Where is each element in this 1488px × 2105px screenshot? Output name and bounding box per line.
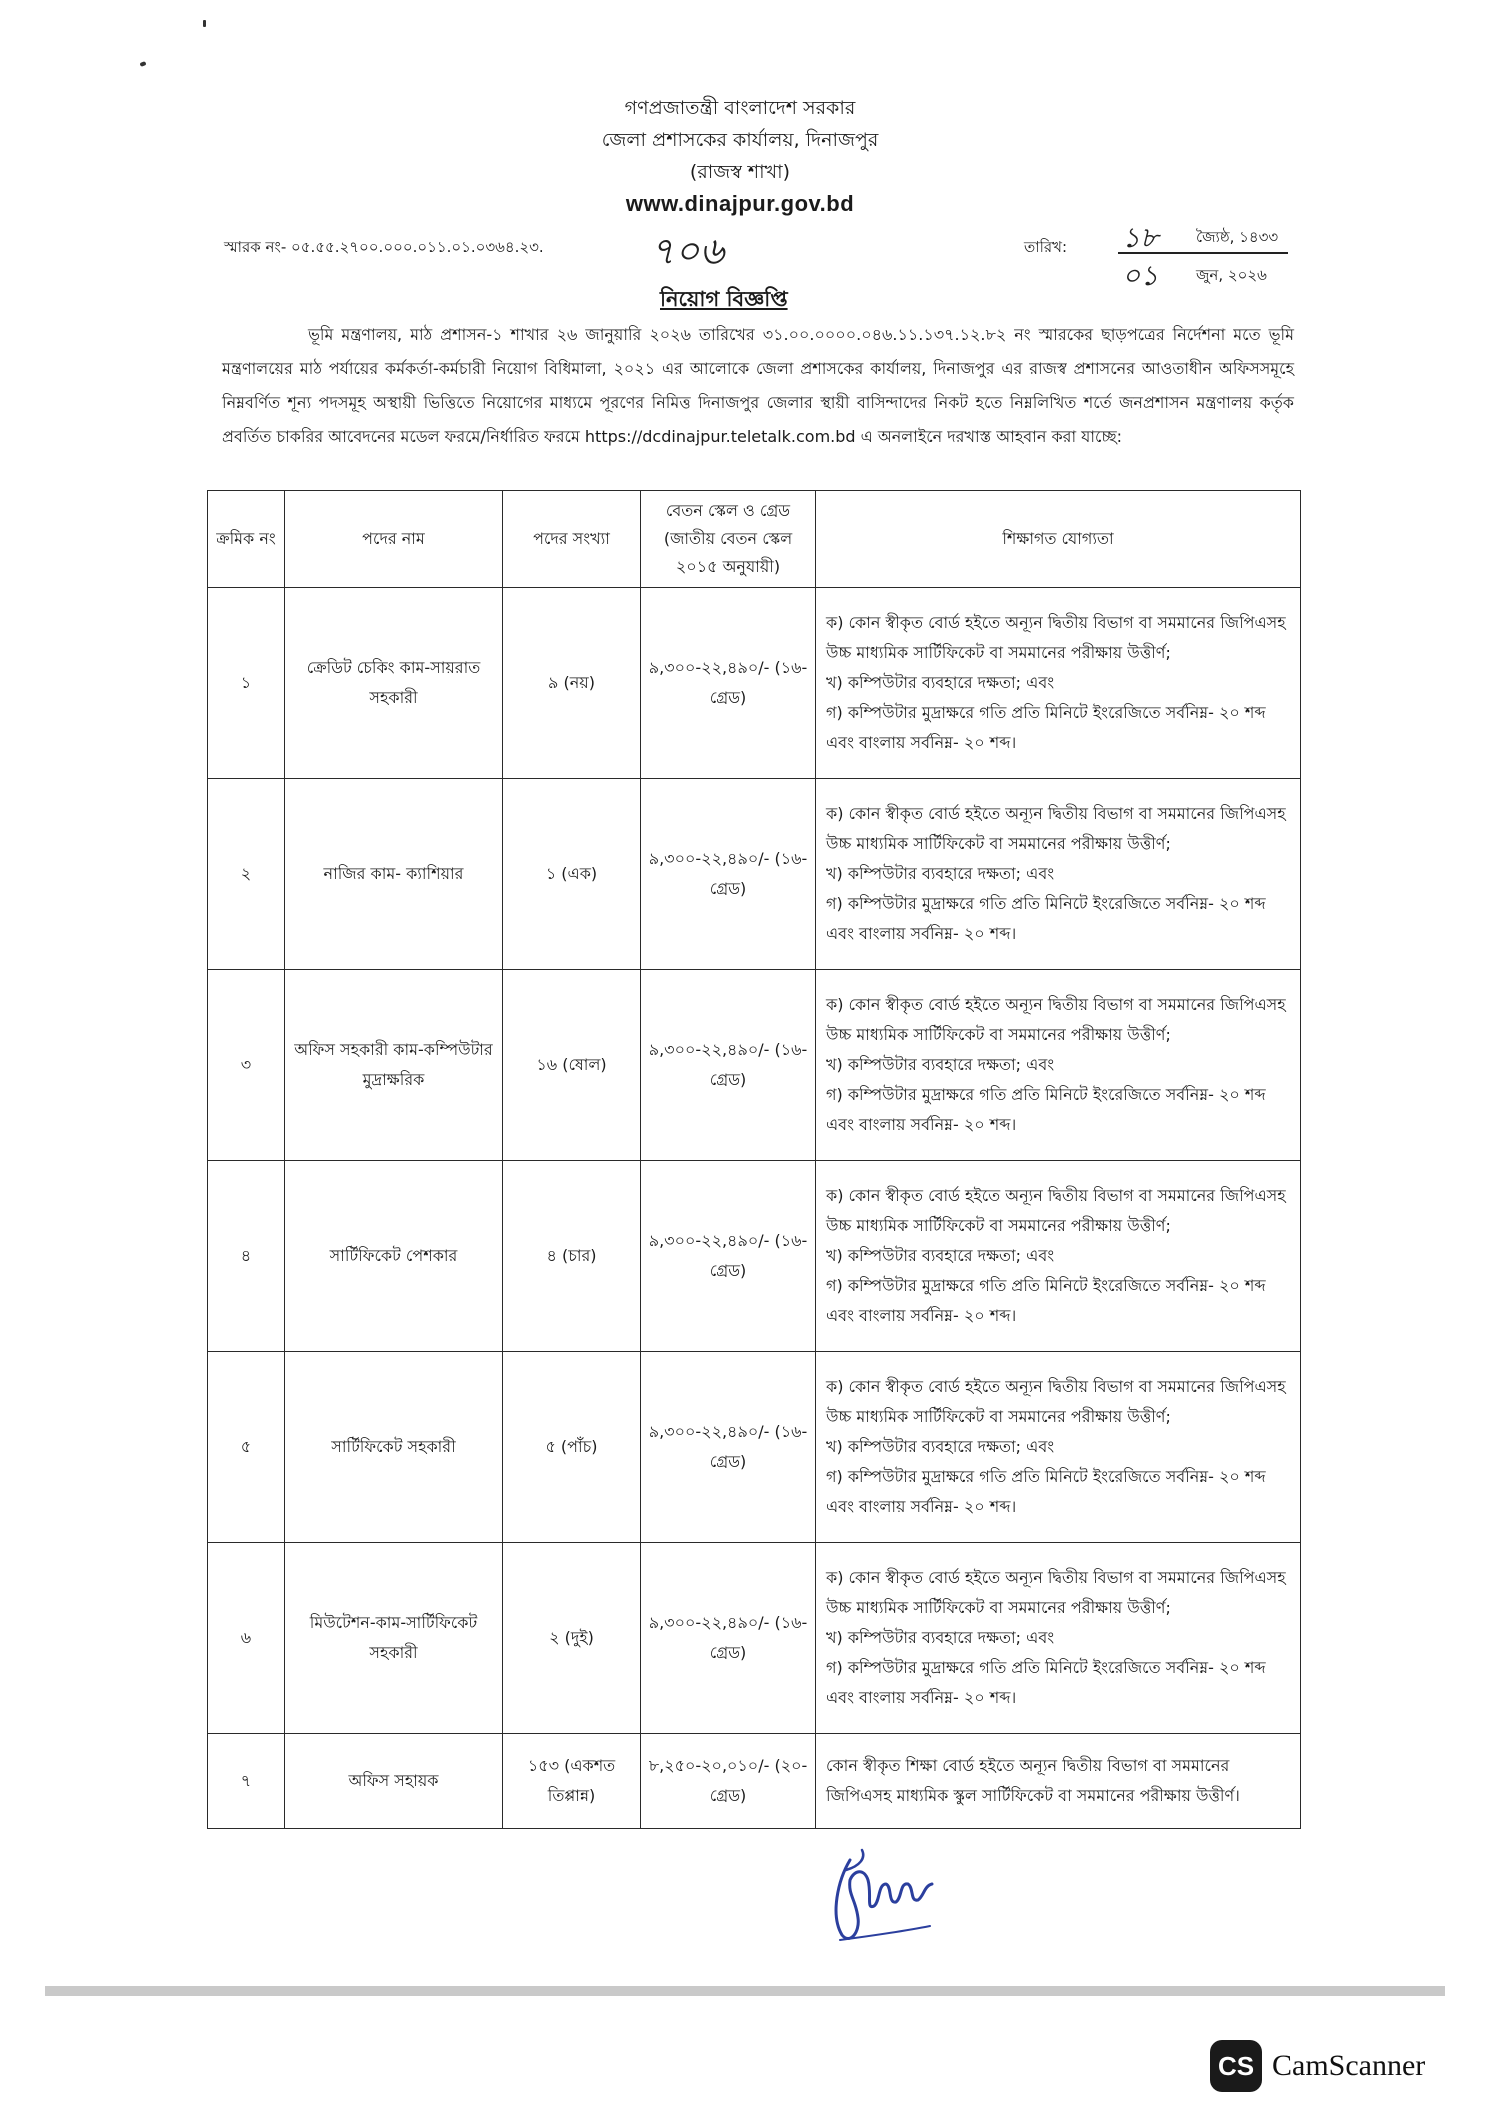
signature — [820, 1840, 960, 1950]
table-row — [208, 588, 1301, 779]
cell-post: নাজির কাম- ক্যাশিয়ার — [285, 779, 503, 970]
table-header-row — [208, 491, 1301, 588]
qualification-item: খ) কম্পিউটার ব্যবহারে দক্ষতা; এবং — [826, 1437, 1055, 1456]
letterhead — [560, 92, 920, 220]
header-post: পদের নাম — [285, 491, 503, 588]
english-date — [1118, 252, 1288, 290]
table-row — [208, 1161, 1301, 1352]
qualification-item: গ) কম্পিউটার মুদ্রাক্ষরে গতি প্রতি মিনিটে ইংরেজিতে সর্বনিম্ন- ২০ শব্দ এবং বাংলায় সর্বনিম্ন- ২০ শব্দ। — [826, 1276, 1266, 1325]
qualification-item: খ) কম্পিউটার ব্যবহারে দক্ষতা; এবং — [826, 673, 1055, 692]
cell-count: ৫ (পাঁচ) — [503, 1352, 641, 1543]
qualification-item: গ) কম্পিউটার মুদ্রাক্ষরে গতি প্রতি মিনিটে ইংরেজিতে সর্বনিম্ন- ২০ শব্দ এবং বাংলায় সর্বনিম্ন- ২০ শব্দ। — [826, 1658, 1266, 1707]
cell-scale: ৯,৩০০-২২,৪৯০/- (১৬-গ্রেড) — [641, 779, 816, 970]
cell-count: ১৬ (ষোল) — [503, 970, 641, 1161]
cell-qualification — [816, 1352, 1301, 1543]
cell-post: অফিস সহকারী কাম-কম্পিউটার মুদ্রাক্ষরিক — [285, 970, 503, 1161]
cell-serial: ১ — [208, 588, 285, 779]
cell-post: সার্টিফিকেট সহকারী — [285, 1352, 503, 1543]
camscanner-name: CamScanner — [1272, 2049, 1426, 2082]
cell-scale: ৯,৩০০-২২,৪৯০/- (১৬-গ্রেড) — [641, 1543, 816, 1734]
vacancy-table — [207, 490, 1301, 1829]
cell-serial: ৬ — [208, 1543, 285, 1734]
qualification-item: ক) কোন স্বীকৃত বোর্ড হইতে অন্যূন দ্বিতীয় বিভাগ বা সমমানের জিপিএসহ উচ্চ মাধ্যমিক সার্টিফিকেট বা সমমানের পরীক্ষায় উত্তীর্ণ; — [826, 613, 1286, 662]
cell-count: ৯ (নয়) — [503, 588, 641, 779]
scan-mark — [139, 61, 146, 67]
cell-serial: ৪ — [208, 1161, 285, 1352]
header-count: পদের সংখ্যা — [503, 491, 641, 588]
qualification-item: খ) কম্পিউটার ব্যবহারে দক্ষতা; এবং — [826, 1628, 1055, 1647]
qualification-item: ক) কোন স্বীকৃত বোর্ড হইতে অন্যূন দ্বিতীয় বিভাগ বা সমমানের জিপিএসহ উচ্চ মাধ্যমিক সার্টিফিকেট বা সমমানের পরীক্ষায় উত্তীর্ণ; — [826, 1568, 1286, 1617]
cell-qualification — [816, 588, 1301, 779]
cell-serial: ৩ — [208, 970, 285, 1161]
cell-post: ক্রেডিট চেকিং কাম-সায়রাত সহকারী — [285, 588, 503, 779]
qualification-item: কোন স্বীকৃত শিক্ষা বোর্ড হইতে অন্যূন দ্বিতীয় বিভাগ বা সমমানের জিপিএসহ মাধ্যমিক স্কুল সার্টিফিকেট বা সমমানের পরীক্ষায় উত্তীর্ণ। — [826, 1756, 1240, 1805]
table-row — [208, 779, 1301, 970]
bangla-day: ১৮ — [1122, 221, 1159, 254]
qualification-item: খ) কম্পিউটার ব্যবহারে দক্ষতা; এবং — [826, 1246, 1055, 1265]
cell-scale: ৯,৩০০-২২,৪৯০/- (১৬-গ্রেড) — [641, 970, 816, 1161]
cell-post: মিউটেশন-কাম-সার্টিফিকেট সহকারী — [285, 1543, 503, 1734]
qualification-item: গ) কম্পিউটার মুদ্রাক্ষরে গতি প্রতি মিনিটে ইংরেজিতে সর্বনিম্ন- ২০ শব্দ এবং বাংলায় সর্বনিম্ন- ২০ শব্দ। — [826, 703, 1266, 752]
cell-scale: ৯,৩০০-২২,৪৯০/- (১৬-গ্রেড) — [641, 588, 816, 779]
cell-count: ২ (দুই) — [503, 1543, 641, 1734]
qualification-item: গ) কম্পিউটার মুদ্রাক্ষরে গতি প্রতি মিনিটে ইংরেজিতে সর্বনিম্ন- ২০ শব্দ এবং বাংলায় সর্বনিম্ন- ২০ শব্দ। — [826, 1467, 1266, 1516]
camscanner-watermark — [1210, 2040, 1425, 2092]
cell-count: ১৫৩ (একশত তিপ্পান্ন) — [503, 1734, 641, 1829]
cell-qualification — [816, 1161, 1301, 1352]
cell-qualification — [816, 1543, 1301, 1734]
scan-mark — [203, 20, 206, 27]
qualification-item: ক) কোন স্বীকৃত বোর্ড হইতে অন্যূন দ্বিতীয় বিভাগ বা সমমানের জিপিএসহ উচ্চ মাধ্যমিক সার্টিফিকেট বা সমমানের পরীক্ষায় উত্তীর্ণ; — [826, 804, 1286, 853]
office-name: জেলা প্রশাসকের কার্যালয়, দিনাজপুর — [601, 129, 879, 151]
english-month-year: জুন, ২০২৬ — [1196, 266, 1267, 284]
qualification-item: ক) কোন স্বীকৃত বোর্ড হইতে অন্যূন দ্বিতীয় বিভাগ বা সমমানের জিপিএসহ উচ্চ মাধ্যমিক সার্টিফিকেট বা সমমানের পরীক্ষায় উত্তীর্ণ; — [826, 1186, 1286, 1235]
english-day: ০১ — [1122, 259, 1159, 292]
branch-name: (রাজস্ব শাখা) — [689, 161, 791, 183]
qualification-item: ক) কোন স্বীকৃত বোর্ড হইতে অন্যূন দ্বিতীয় বিভাগ বা সমমানের জিপিএসহ উচ্চ মাধ্যমিক সার্টিফিকেট বা সমমানের পরীক্ষায় উত্তীর্ণ; — [826, 995, 1286, 1044]
bangla-date — [1118, 216, 1288, 252]
header-scale: বেতন স্কেল ও গ্রেড (জাতীয় বেতন স্কেল ২০১৫ অনুযায়ী) — [641, 491, 816, 588]
table-row — [208, 970, 1301, 1161]
date-block — [1118, 216, 1288, 290]
cell-qualification — [816, 779, 1301, 970]
scan-edge — [45, 1986, 1445, 1996]
cell-scale: ৯,৩০০-২২,৪৯০/- (১৬-গ্রেড) — [641, 1161, 816, 1352]
qualification-item: খ) কম্পিউটার ব্যবহারে দক্ষতা; এবং — [826, 864, 1055, 883]
cell-serial: ৫ — [208, 1352, 285, 1543]
cell-qualification — [816, 1734, 1301, 1829]
qualification-item: গ) কম্পিউটার মুদ্রাক্ষরে গতি প্রতি মিনিটে ইংরেজিতে সর্বনিম্ন- ২০ শব্দ এবং বাংলায় সর্বনিম্ন- ২০ শব্দ। — [826, 894, 1266, 943]
govt-name: গণপ্রজাতন্ত্রী বাংলাদেশ সরকার — [624, 97, 856, 119]
cell-qualification — [816, 970, 1301, 1161]
header-serial: ক্রমিক নং — [208, 491, 285, 588]
cell-count: ১ (এক) — [503, 779, 641, 970]
memo-handwritten-number: ৭০৬ — [650, 229, 725, 273]
qualification-item: গ) কম্পিউটার মুদ্রাক্ষরে গতি প্রতি মিনিটে ইংরেজিতে সর্বনিম্ন- ২০ শব্দ এবং বাংলায় সর্বনিম্ন- ২০ শব্দ। — [826, 1085, 1266, 1134]
date-label: তারিখ: — [1024, 238, 1068, 256]
cell-scale: ৯,৩০০-২২,৪৯০/- (১৬-গ্রেড) — [641, 1352, 816, 1543]
qualification-item: ক) কোন স্বীকৃত বোর্ড হইতে অন্যূন দ্বিতীয় বিভাগ বা সমমানের জিপিএসহ উচ্চ মাধ্যমিক সার্টিফিকেট বা সমমানের পরীক্ষায় উত্তীর্ণ; — [826, 1377, 1286, 1426]
website: www.dinajpur.gov.bd — [625, 191, 855, 216]
qualification-item: খ) কম্পিউটার ব্যবহারে দক্ষতা; এবং — [826, 1055, 1055, 1074]
header-qualification: শিক্ষাগত যোগ্যতা — [816, 491, 1301, 588]
camscanner-logo: CS — [1210, 2040, 1262, 2092]
table-row — [208, 1352, 1301, 1543]
bangla-month-year: জ্যৈষ্ঠ, ১৪৩৩ — [1196, 228, 1279, 246]
cell-scale: ৮,২৫০-২০,০১০/- (২০-গ্রেড) — [641, 1734, 816, 1829]
cell-post: অফিস সহায়ক — [285, 1734, 503, 1829]
table-row — [208, 1543, 1301, 1734]
memo-number: স্মারক নং- ০৫.৫৫.২৭০০.০০০.০১১.০১.০৩৬৪.২৩. — [224, 238, 544, 256]
cell-post: সার্টিফিকেট পেশকার — [285, 1161, 503, 1352]
cell-count: ৪ (চার) — [503, 1161, 641, 1352]
intro-paragraph: ভূমি মন্ত্রণালয়, মাঠ প্রশাসন-১ শাখার ২৬ জানুয়ারি ২০২৬ তারিখের ৩১.০০.০০০০.০৪৬.১১.১৩৭.১২.৮২ নং স্মারকের ছাড়পত্রের নির্দেশনা মতে ভূমি মন্ত্রণালয়ের মাঠ পর্যায়ের কর্মকর্তা-কর্মচারী নিয়োগ বিধিমালা, ২০২১ এর আলোকে জেলা প্রশাসকের কার্যালয়, দিনাজপুর এর রাজস্ব প্রশাসনের আওতাধীন অফিসসমূহে নিম্নবর্ণিত শূন্য পদসমূহ অস্থায়ী ভিত্তিতে নিয়োগের মাধ্যমে পূরণের নিমিত্ত দিনাজপুর জেলার স্থায়ী বাসিন্দাদের নিকট হতে নিম্নলিখিত শর্তে জনপ্রশাসন মন্ত্রণালয় কর্তৃক প্রবর্তিত চাকরির আবেদনের মডেল ফরমে/নির্ধারিত ফরমে https://dcdinajpur.teletalk.com.bd এ অনলাইনে দরখাস্ত আহবান করা যাচ্ছে: — [222, 325, 1294, 446]
notice-title: নিয়োগ বিজ্ঞপ্তি — [660, 287, 788, 311]
cell-serial: ২ — [208, 779, 285, 970]
table-row — [208, 1734, 1301, 1829]
cell-serial: ৭ — [208, 1734, 285, 1829]
